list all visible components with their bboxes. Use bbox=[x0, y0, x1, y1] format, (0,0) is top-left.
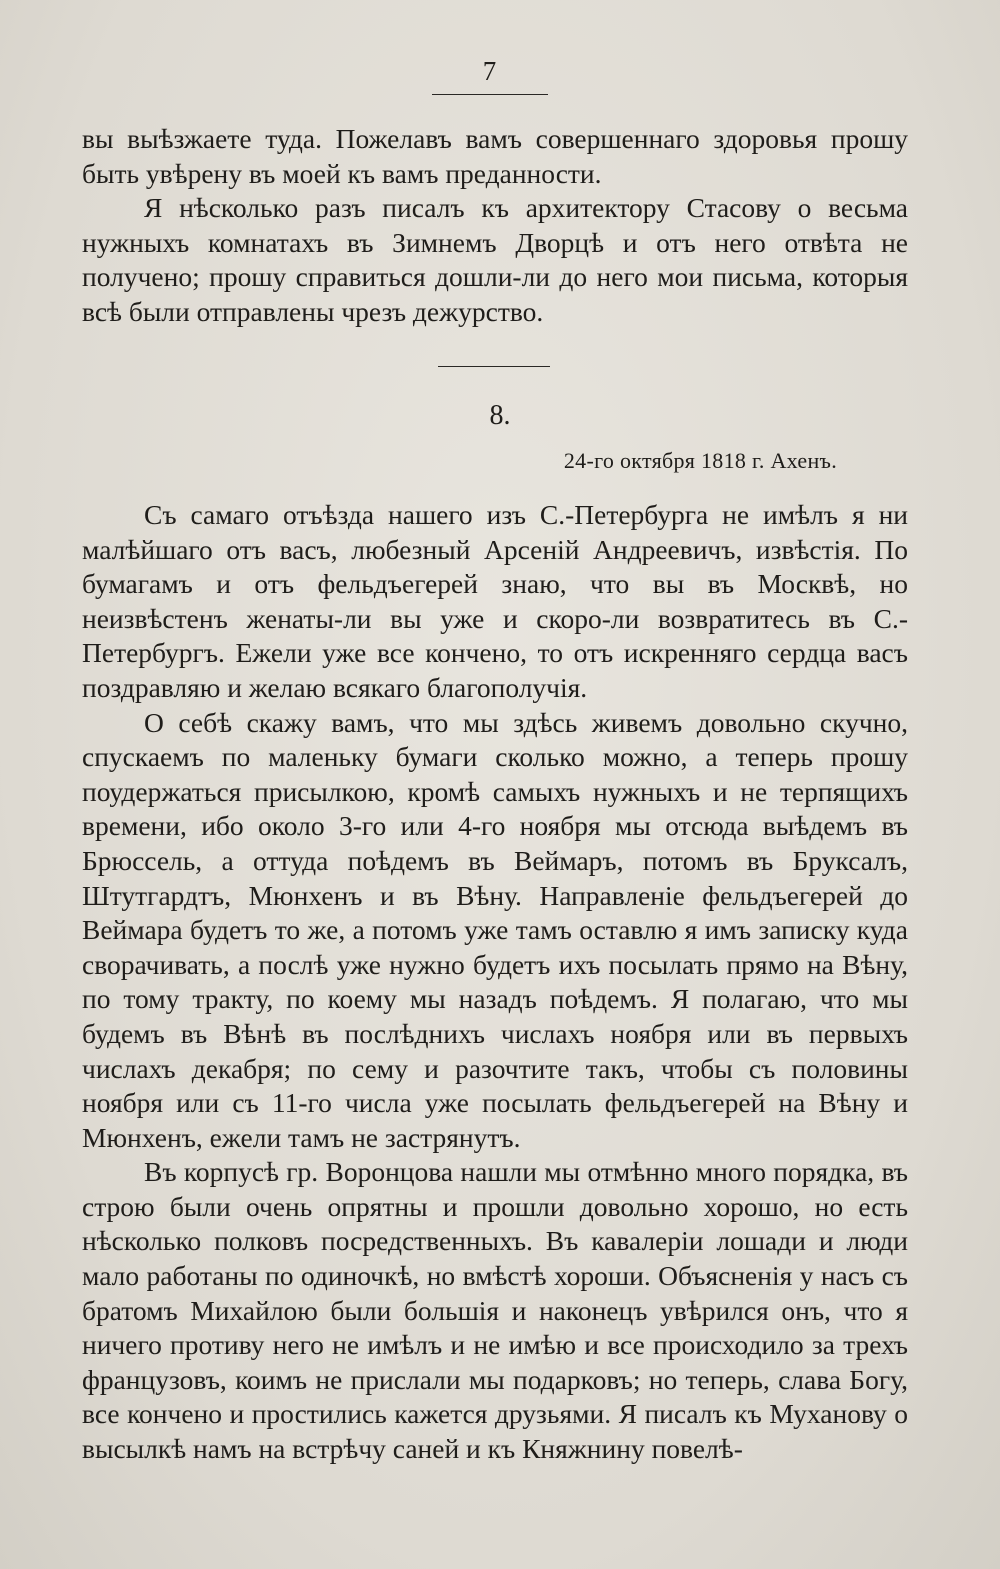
letter-dateline: 24-го октября 1818 г. Ахенъ. bbox=[563, 448, 837, 473]
header-rule bbox=[432, 94, 548, 95]
section-divider bbox=[438, 366, 550, 367]
letter-number: 8. bbox=[489, 400, 511, 431]
paragraph: О себѣ скажу вамъ, что мы здѣсь живемъ довольно скучно, спускаемъ по маленьку бумаги сколько можно, а теперь прошу поудержаться присылкою, кромѣ самыхъ нужныхъ и не терпящихъ времени, ибо около 3-го или 4-го ноября мы отсюда выѣдемъ въ Брюссель, а оттуда поѣдемъ въ Веймаръ, потомъ въ Бруксалъ, Штутгардтъ, Мюнхенъ и въ Вѣну. Направленіе фельдъегерей до Веймара будетъ то же, а потомъ уже тамъ оставлю я имъ записку куда сворачивать, а послѣ уже нужно будетъ ихъ посылать прямо на Вѣну, по тому тракту, по коему мы назадъ поѣдемъ. Я полагаю, что мы будемъ въ Вѣнѣ въ послѣднихъ числахъ ноября или въ первыхъ числахъ декабря; по сему и разочтите такъ, чтобы съ половины ноября или съ 11-го числа уже посылать фельдъегерей на Вѣну и Мюнхенъ, ежели тамъ не застрянутъ. bbox=[82, 706, 908, 1153]
paragraph: вы выѣзжаете туда. Пожелавъ вамъ совершеннаго здоровья прошу быть увѣрену въ моей къ вамъ преданности. bbox=[82, 123, 908, 189]
letter-7-ending bbox=[82, 122, 908, 330]
page-number: 7 bbox=[482, 56, 498, 86]
paragraph: Въ корпусѣ гр. Воронцова нашли мы отмѣнно много порядка, въ строю были очень опрятны и прошли довольно хорошо, но есть нѣсколько полковъ посредственныхъ. Въ кавалеріи лошади и люди мало работаны по одиночкѣ, но вмѣстѣ хороши. Объясненія у насъ съ братомъ Михайлою были большія и наконецъ увѣрился онъ, что я ничего противу него не имѣлъ и не имѣю и все происходило за трехъ французовъ, коимъ не прислали мы подарковъ; но теперь, слава Богу, все кончено и простились кажется друзьями. Я писалъ къ Муханову о высылкѣ намъ на встрѣчу саней и къ Княжнину повелѣ- bbox=[82, 1156, 908, 1465]
letter-8-body bbox=[82, 498, 908, 1467]
paragraph: Съ самаго отъѣзда нашего изъ С.-Петербурга не имѣлъ я ни малѣйшаго отъ васъ, любезный Арсеній Андреевичъ, извѣстія. По бумагамъ и отъ фельдъегерей знаю, что вы въ Москвѣ, но неизвѣстенъ женаты-ли вы уже и скоро-ли возвратитесь въ С.-Петербургъ. Ежели уже все кончено, то отъ искренняго сердца васъ поздравляю и желаю всякаго благополучія. bbox=[82, 499, 908, 703]
paragraph: Я нѣсколько разъ писалъ къ архитектору Стасову о весьма нужныхъ комнатахъ въ Зимнемъ Дворцѣ и отъ него отвѣта не получено; прошу справиться дошли-ли до него мои письма, которыя всѣ были отправлены чрезъ дежурство. bbox=[82, 192, 908, 327]
